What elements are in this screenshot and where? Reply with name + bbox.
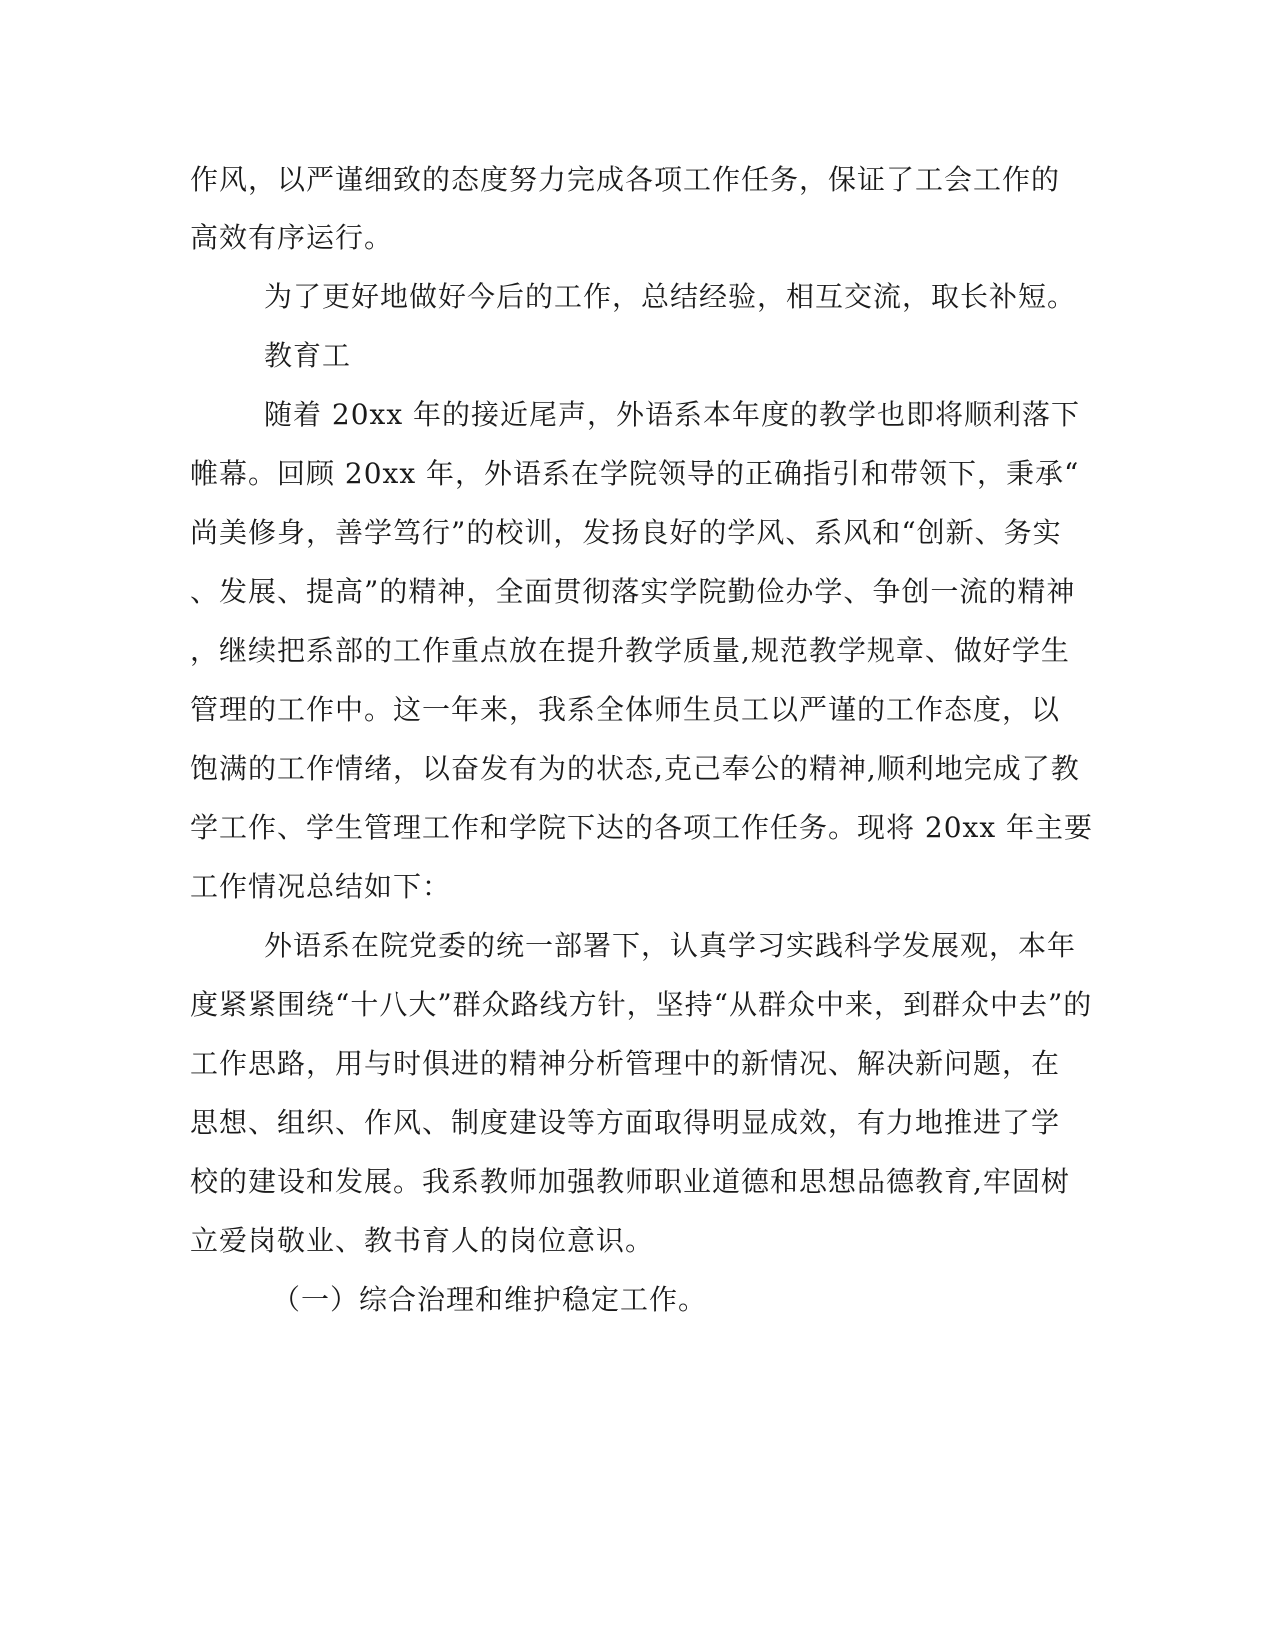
text-line: 学工作、学生管理工作和学院下达的各项工作任务。现将 20xx 年主要 [190,811,1094,844]
text-line: 校的建设和发展。我系教师加强教师职业道德和思想品德教育,牢固树 [190,1165,1070,1198]
text-line: 管理的工作中。这一年来，我系全体师生员工以严谨的工作态度，以 [190,693,1061,726]
text-line: 高效有序运行。 [190,221,394,254]
text-line: 立爱岗敬业、教书育人的岗位意识。 [190,1224,655,1257]
text-line: 饱满的工作情绪，以奋发有为的状态,克己奉公的精神,顺利地完成了教 [190,752,1080,785]
paragraph-first-line: 为了更好地做好今后的工作，总结经验，相互交流，取长补短。 [264,280,1077,313]
text-line: 帷幕。回顾 20xx 年，外语系在学院领导的正确指引和带领下，秉承“ [190,457,1080,490]
text-line: ，继续把系部的工作重点放在提升教学质量,规范教学规章、做好学生 [190,634,1070,667]
section-heading: （一）综合治理和维护稳定工作。 [272,1283,708,1316]
text-line: 度紧紧围绕“十八大”群众路线方针，坚持“从群众中来，到群众中去”的 [190,988,1093,1021]
text-line: 工作思路，用与时俱进的精神分析管理中的新情况、解决新问题，在 [190,1047,1061,1080]
text-line: 思想、组织、作风、制度建设等方面取得明显成效，有力地推进了学 [190,1106,1061,1139]
text-line: 作风，以严谨细致的态度努力完成各项工作任务，保证了工会工作的 [190,163,1061,196]
section-heading: 教育工 [264,339,352,372]
text-line: 、发展、提高”的精神，全面贯彻落实学院勤俭办学、争创一流的精神 [190,575,1076,608]
paragraph-first-line: 随着 20xx 年的接近尾声，外语系本年度的教学也即将顺利落下 [264,398,1081,431]
text-line: 工作情况总结如下： [190,870,452,903]
paragraph-first-line: 外语系在院党委的统一部署下，认真学习实践科学发展观，本年 [264,929,1077,962]
text-line: 尚美修身，善学笃行”的校训，发扬良好的学风、系风和“创新、务实 [190,516,1062,549]
